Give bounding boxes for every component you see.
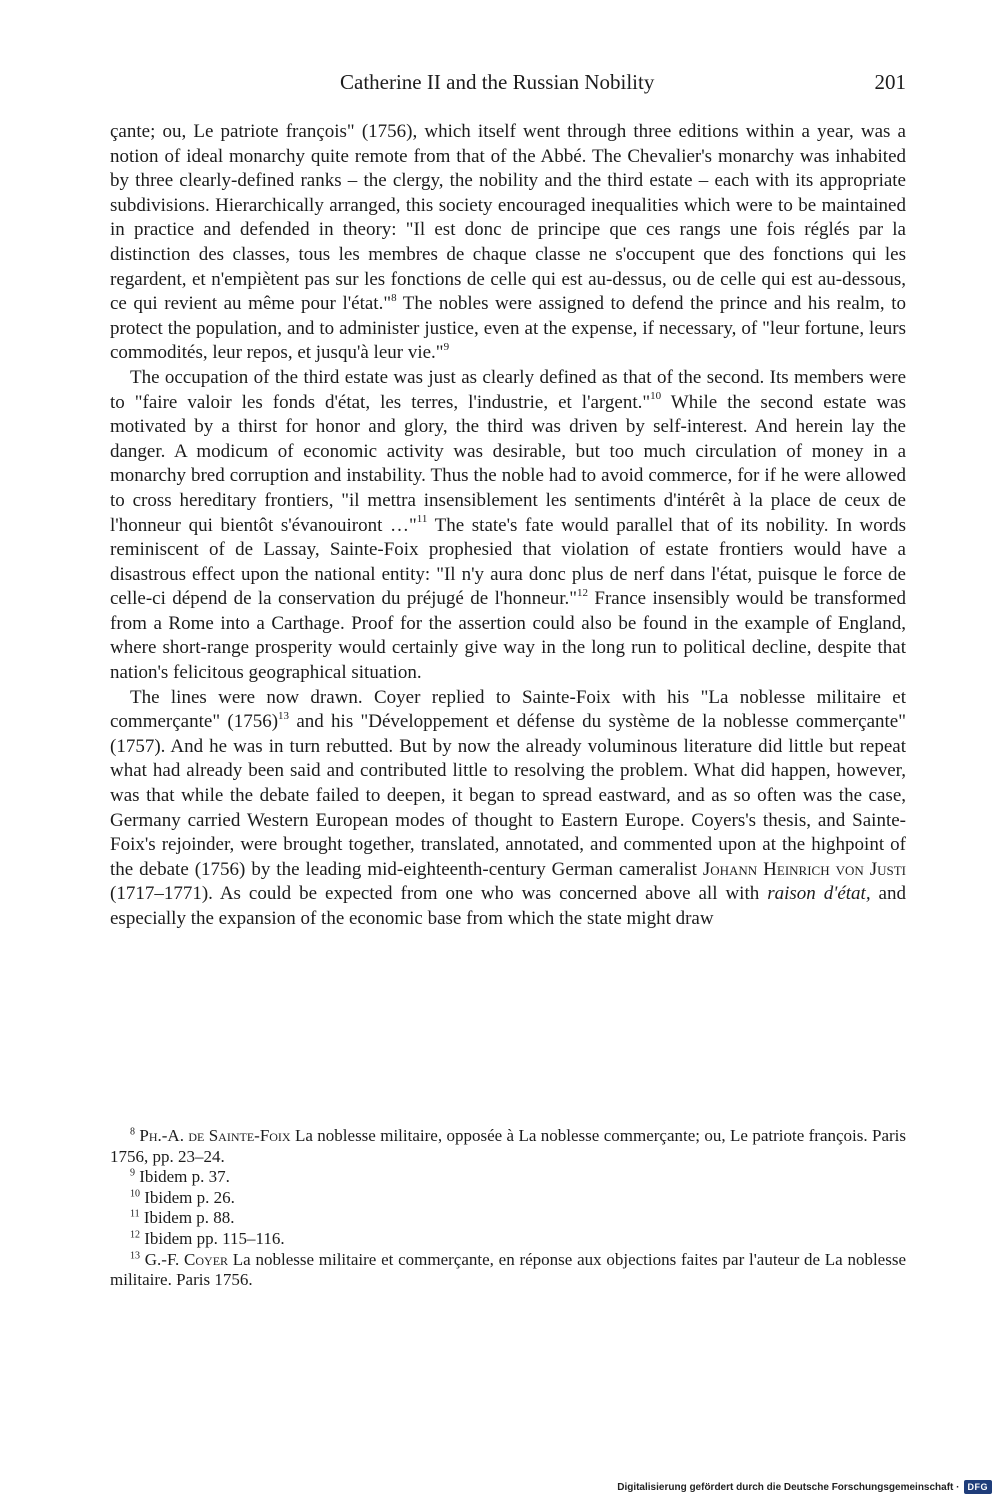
footnote-8: $^8$ Ph.-A. de Sainte-Foix La noblesse militaire, opposée à La noblesse commerçante; ou, Le patriote françois. Paris 1756, pp. 23–24. <box>110 1126 906 1166</box>
page-number: 201 <box>874 70 906 94</box>
funding-notice-text: Digitalisierung gefördert durch die Deutsche Forschungsgemeinschaft · <box>617 1481 960 1493</box>
footnote-ref-13[interactable]: 13 <box>278 709 290 722</box>
running-head <box>110 66 906 98</box>
paragraph-2: The occupation of the third estate was just as clearly defined as that of the second. Its members were to "faire valoir les fonds d'état, les terres, l'industrie, et l'argent."$^{10}$ While the second estate was motivated by a thirst for honor and glory, the third was driven by self-interest. And herein lay the danger. A modicum of economic activity was desirable, but too much circulation of money in a monarchy bred corruption and instability. Thus the noble had to avoid commerce, for if he were allowed to cross hereditary frontiers, "il mettra insensiblement les sentiments d'intérêt à la place de ceux de l'honneur qui bientôt s'évanouiront …"$^{11}$ The state's fate would parallel that of its nobility. In words reminiscent of de Lassay, Sainte-Foix prophesied that violation of estate frontiers would have a disastrous effect upon the national entity: "Il n'y aura donc plus de nerf dans l'état, puisque le force de celle-ci dépend de la conservation du préjugé de l'honneur."$^{12}$ France insensibly would be transformed from a Rome into a Carthage. Proof for the assertion could also be found in the example of England, where short-range prosperity would certainly give way in the long run to political decline, despite that nation's felicitous geographical situation. <box>110 366 907 684</box>
author-name: Johann Heinrich von Justi <box>702 858 906 880</box>
footnote-11: $^{11}$ Ibidem p. 88. <box>130 1208 235 1228</box>
footnote-9: $^9$ Ibidem p. 37. <box>130 1167 230 1187</box>
footnote-ref-9[interactable]: 9 <box>443 341 450 354</box>
footnote-ref-10[interactable]: 10 <box>650 390 662 403</box>
funding-notice <box>617 1478 992 1496</box>
footnote-ref-12[interactable]: 12 <box>577 586 589 599</box>
running-title: Catherine II and the Russian Nobility <box>340 70 655 94</box>
footnote-ref-11[interactable]: 11 <box>416 513 428 526</box>
footnote-13: $^{13}$ G.-F. Coyer La noblesse militaire et commerçante, en réponse aux objections faites par l'auteur de La noblesse militaire. Paris 1756. <box>110 1249 907 1290</box>
italic-term: raison d'état, <box>767 883 871 905</box>
footnote-12: $^{12}$ Ibidem pp. 115–116. <box>130 1228 285 1248</box>
footnote-10: $^{10}$ Ibidem p. 26. <box>130 1187 235 1207</box>
paragraph-3: The lines were now drawn. Coyer replied to Sainte-Foix with his "La noblesse militaire et commerçante" $(1756)^{13}$ and his "Développement et défense du système de la noblesse commerçante" (1757). And he was in turn rebutted. But by now the already voluminous literature did little but repeat what had already been said and contributed little to resolving the problem. What did happen, however, was that while the debate failed to deepen, it began to spread eastward, and as so often was the case, Germany carried Western European modes of thought to Eastern Europe. Coyers's thesis, and Sainte-Foix's rejoinder, were brought together, translated, annotated, and commented upon at the highpoint of the debate (1756) by the leading mid-eighteenth-century German cameralist Johann Heinrich von Justi (1717–1771). As could be expected from one who was concerned above all with raison d'état, and especially the expansion of the economic base from which the state might draw <box>110 686 906 929</box>
footnotes <box>110 1126 906 1291</box>
body-text <box>110 120 906 932</box>
footnote-ref-8[interactable]: 8 <box>391 291 397 304</box>
dfg-logo-icon: DFG <box>964 1480 993 1494</box>
paragraph-1: çante; ou, Le patriote françois" (1756), which itself went through three editions within a year, was a notion of ideal monarchy quite remote from that of the Abbé. The Chevalier's monarchy was inhabited by three clearly-defined ranks – the clergy, the nobility and the third estate – each with its appropriate subdivisions. Hierarchically arranged, this society encouraged inequalities which were to be maintained in practice and defended in theory: "Il est donc de principe que ces rangs une fois réglés par la distinction des classes, tous les membres de chaque classe ne s'occupent que des fonctions qui les regardent, et n'empiètent pas sur les fonctions de celle qui est au-dessus, ou de celle qui est au-dessous, ce qui revient au même pour l'état."$^8$ The nobles were assigned to defend the prince and his realm, to protect the population, and to administer justice, even at the expense, if necessary, of "leur fortune, leurs commodités, leur repos, et jusqu'à leur vie."$^9$ <box>110 121 906 364</box>
